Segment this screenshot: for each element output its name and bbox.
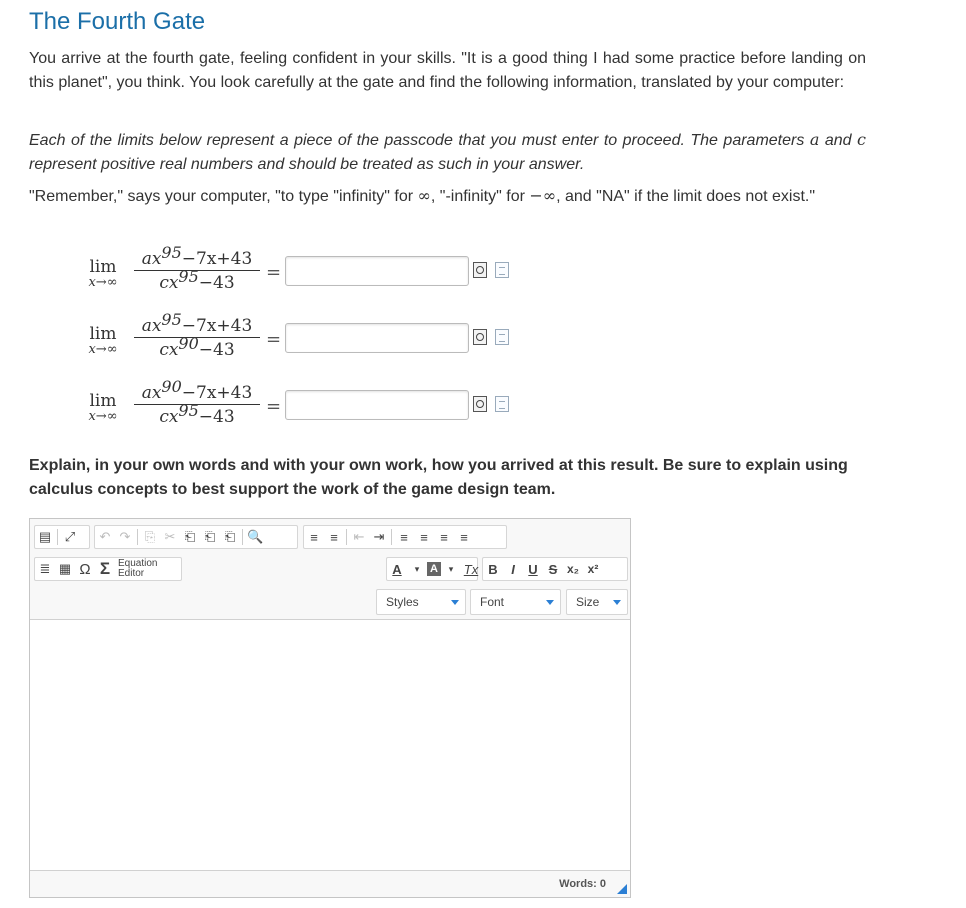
source-icon[interactable]: ▤ (38, 529, 52, 544)
rich-text-editor (29, 518, 631, 898)
italic-button[interactable]: I (511, 561, 515, 577)
limit-fraction (134, 378, 260, 431)
cut-icon[interactable]: ✂ (164, 529, 176, 544)
limit-operator (76, 325, 130, 357)
fraction-numerator: $ax^{95}-7x+43$ (134, 311, 260, 338)
variable-c: c (857, 130, 866, 149)
align-justify-icon[interactable]: ≡ (460, 529, 468, 545)
lim-word: lim (89, 324, 117, 344)
infinity-symbol: ∞ (417, 186, 431, 205)
limit-row-2 (76, 311, 536, 367)
instructions-text-1: Each of the limits below represent a piece of the passcode that you must enter to proceed. The parameters (29, 132, 810, 149)
align-left-icon[interactable]: ≡ (400, 529, 408, 545)
redo-icon[interactable]: ↷ (119, 529, 131, 544)
chevron-down-icon (613, 600, 621, 605)
superscript-button[interactable]: x² (587, 562, 599, 576)
undo-icon[interactable]: ↶ (99, 529, 111, 544)
toolbar-group-colors (386, 557, 478, 581)
reminder-paragraph (29, 184, 866, 209)
horizontal-rule-icon[interactable]: ≣ (39, 561, 51, 576)
editor-statusbar (30, 870, 630, 897)
answer-input-3[interactable] (285, 390, 469, 420)
underline-button[interactable]: U (528, 561, 538, 577)
preview-icon[interactable] (473, 396, 487, 412)
instructions-text-2: and (819, 132, 858, 149)
strikethrough-button[interactable]: S (548, 561, 558, 577)
copy-icon[interactable]: ⎘ (144, 529, 156, 544)
equals-sign: = (266, 329, 282, 350)
toolbar-separator (346, 529, 347, 545)
editor-toolbar (30, 519, 630, 620)
reminder-text-2: , "-infinity" for (430, 188, 530, 205)
toolbar-group-view (34, 525, 90, 549)
size-dropdown-label: Size (576, 595, 600, 609)
lim-word: lim (89, 257, 117, 277)
styles-dropdown[interactable] (376, 589, 466, 615)
fraction-denominator: $cx^{95}-43$ (159, 401, 235, 427)
maximize-icon[interactable]: ⤢ (64, 529, 76, 544)
special-character-icon[interactable]: Ω (79, 560, 91, 578)
limit-operator (76, 258, 130, 290)
fraction-numerator: $ax^{90}-7x+43$ (134, 378, 260, 405)
limit-operator (76, 392, 130, 424)
size-dropdown[interactable] (566, 589, 628, 615)
limit-fraction (134, 311, 260, 364)
format-help-icon[interactable] (495, 329, 509, 345)
toolbar-group-edit (94, 525, 298, 549)
equation-editor-label[interactable]: Equation Editor (118, 558, 158, 579)
chevron-down-icon (451, 600, 459, 605)
paste-icon[interactable]: ⎗ (184, 529, 196, 544)
toolbar-group-insert (34, 557, 182, 581)
bold-button[interactable]: B (488, 561, 498, 577)
page-title: The Fourth Gate (29, 8, 206, 35)
toolbar-group-paragraph (303, 525, 507, 549)
equals-sign: = (266, 396, 282, 417)
toolbar-group-basic-styles (482, 557, 628, 581)
toolbar-separator (242, 529, 243, 545)
fraction-numerator: $ax^{95}-7x+43$ (134, 244, 260, 271)
intro-paragraph: You arrive at the fourth gate, feeling confident in your skills. "It is a good thing I had some practice before landing on this planet", you think. You look carefully at the gate and find the following information, translated by your computer: (29, 50, 866, 91)
format-help-icon[interactable] (495, 396, 509, 412)
toolbar-separator (391, 529, 392, 545)
table-icon[interactable]: ▦ (58, 561, 72, 576)
background-color-dropdown-icon[interactable]: ▾ (448, 563, 454, 574)
remove-format-icon[interactable]: Tx (463, 561, 479, 577)
limit-row-3 (76, 378, 536, 434)
paste-text-icon[interactable]: ⎗ (204, 529, 216, 544)
equation-editor-icon[interactable]: Σ (99, 559, 111, 578)
fraction-denominator: $cx^{90}-43$ (159, 334, 235, 360)
chevron-down-icon (546, 600, 554, 605)
indent-icon[interactable]: ⇥ (373, 529, 385, 544)
text-color-icon[interactable]: A (392, 561, 402, 577)
editor-content-area[interactable] (30, 620, 630, 870)
font-dropdown[interactable] (470, 589, 561, 615)
find-icon[interactable]: 🔍 (247, 529, 264, 544)
reminder-text-3: , and "NA" if the limit does not exist." (556, 188, 816, 205)
align-center-icon[interactable]: ≡ (420, 529, 428, 545)
reminder-text-1: "Remember," says your computer, "to type "infinity" for (29, 188, 418, 205)
font-dropdown-label: Font (480, 595, 505, 609)
lim-subscript: x→∞ (88, 275, 118, 290)
variable-a: a (809, 130, 820, 149)
fraction-denominator: $cx^{95}-43$ (159, 267, 235, 293)
word-count: Words: 0 (559, 878, 606, 890)
numbered-list-icon[interactable]: ≡ (310, 529, 318, 545)
lim-word: lim (89, 391, 117, 411)
answer-input-1[interactable] (285, 256, 469, 286)
text-color-dropdown-icon[interactable]: ▾ (414, 563, 420, 574)
outdent-icon[interactable]: ⇤ (353, 529, 365, 544)
styles-dropdown-label: Styles (386, 595, 419, 609)
answer-input-2[interactable] (285, 323, 469, 353)
neg-infinity-symbol: −∞ (529, 186, 557, 205)
subscript-button[interactable]: x₂ (566, 562, 579, 576)
lim-subscript: x→∞ (88, 342, 118, 357)
format-help-icon[interactable] (495, 262, 509, 278)
toolbar-separator (57, 529, 58, 545)
bulleted-list-icon[interactable]: ≡ (330, 529, 338, 545)
paste-word-icon[interactable]: ⎗ (224, 529, 236, 544)
instructions-text-3: represent positive real numbers and should be treated as such in your answer. (29, 156, 585, 173)
preview-icon[interactable] (473, 262, 487, 278)
align-right-icon[interactable]: ≡ (440, 529, 448, 545)
background-color-icon[interactable]: A (427, 562, 441, 576)
limit-fraction (134, 244, 260, 297)
instructions-paragraph (29, 128, 866, 177)
resize-handle-icon[interactable] (617, 884, 627, 894)
lim-subscript: x→∞ (88, 409, 118, 424)
limit-row-1 (76, 244, 536, 300)
preview-icon[interactable] (473, 329, 487, 345)
toolbar-separator (137, 529, 138, 545)
explain-prompt: Explain, in your own words and with your own work, how you arrived at this result. Be sure to explain using calculus concepts to best support the work of the game design team. (29, 457, 848, 498)
equals-sign: = (266, 262, 282, 283)
